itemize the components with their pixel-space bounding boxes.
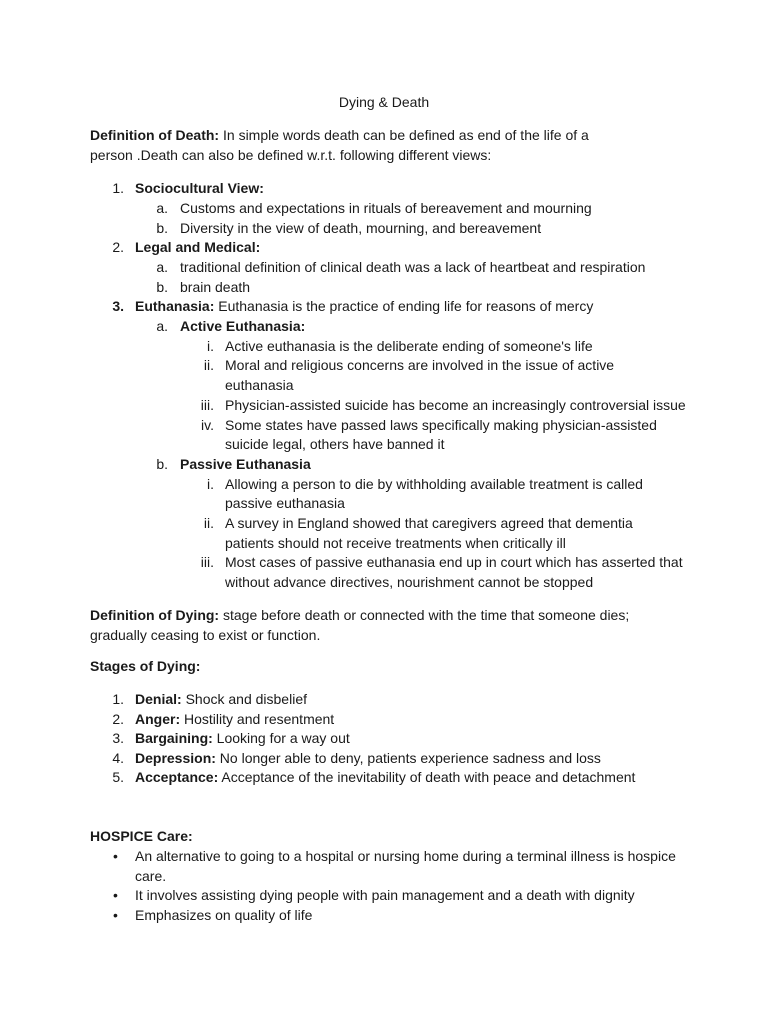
list-item: Customs and expectations in rituals of bereavement and mourning [180, 200, 592, 216]
view-label: Sociocultural View: [135, 180, 264, 196]
stage-label: Bargaining: [135, 730, 213, 746]
definition-text: stage before death or connected with the time that someone dies; [219, 607, 630, 623]
definition-of-death [90, 125, 690, 145]
list-item: Diversity in the view of death, mourning, and bereavement [180, 220, 542, 236]
definition-label: Definition of Death: [90, 127, 220, 143]
list-item-cont: patients should not receive treatments when critically ill [225, 535, 566, 551]
roman-marker: iii. [200, 554, 214, 570]
stage-text: Hostility and resentment [180, 711, 335, 727]
list-item-cont: without advance directives, nourishment cannot be stopped [225, 574, 594, 590]
view-heading [135, 296, 593, 316]
list-item-cont: euthanasia [225, 377, 294, 393]
sub-heading [180, 316, 305, 336]
list-item-cont: passive euthanasia [225, 495, 345, 511]
view-label: Euthanasia: [135, 298, 215, 314]
page-title: Dying & Death [338, 94, 430, 110]
list-item: Most cases of passive euthanasia end up in court which has asserted that [225, 554, 683, 570]
list-marker: 3. [112, 730, 124, 746]
stage-label: Acceptance: [135, 769, 219, 785]
list-marker: 1. [112, 180, 124, 196]
roman-marker: iii. [200, 397, 214, 413]
definition-of-dying [90, 605, 690, 625]
stage-label: Denial: [135, 691, 182, 707]
list-item-cont: care. [135, 868, 167, 884]
stages-heading: Stages of Dying: [90, 658, 201, 674]
view-heading [135, 178, 264, 198]
stage-item [135, 748, 601, 768]
definition-text: In simple words death can be defined as end of the life of a [219, 127, 589, 143]
roman-marker: ii. [203, 357, 214, 373]
list-item: Active euthanasia is the deliberate ending of someone's life [225, 338, 593, 354]
stage-label: Anger: [135, 711, 181, 727]
list-marker: 1. [112, 691, 124, 707]
stage-text: Looking for a way out [212, 730, 350, 746]
list-item: An alternative to going to a hospital or nursing home during a terminal illness is hospice [135, 848, 676, 864]
stage-text: No longer able to deny, patients experience sadness and loss [215, 750, 601, 766]
definition-of-dying-cont: gradually ceasing to exist or function. [90, 627, 321, 643]
list-marker: 3. [112, 298, 124, 314]
bullet-icon: • [113, 907, 118, 923]
stage-item [135, 689, 307, 709]
view-text: Euthanasia is the practice of ending life for reasons of mercy [214, 298, 594, 314]
stage-label: Depression: [135, 750, 216, 766]
list-item: Allowing a person to die by withholding available treatment is called [225, 476, 643, 492]
stage-item [135, 728, 350, 748]
definition-of-death-cont: person .Death can also be defined w.r.t. following different views: [90, 147, 492, 163]
list-item: Moral and religious concerns are involved in the issue of active [225, 357, 615, 373]
sub-marker: b. [156, 456, 168, 472]
sub-marker: b. [156, 220, 168, 236]
list-item: Some states have passed laws specifically making physician-assisted [225, 417, 657, 433]
view-label: Legal and Medical: [135, 239, 261, 255]
list-item: Emphasizes on quality of life [135, 907, 313, 923]
roman-marker: ii. [203, 515, 214, 531]
roman-marker: i. [207, 476, 214, 492]
list-marker: 5. [112, 769, 124, 785]
list-item: brain death [180, 279, 251, 295]
sub-marker: a. [156, 318, 168, 334]
stage-item [135, 709, 334, 729]
hospice-heading: HOSPICE Care: [90, 828, 193, 844]
sub-marker: a. [156, 200, 168, 216]
list-item: Physician-assisted suicide has become an increasingly controversial issue [225, 397, 686, 413]
definition-label: Definition of Dying: [90, 607, 220, 623]
stage-text: Acceptance of the inevitability of death with peace and detachment [218, 769, 636, 785]
sub-heading-label: Passive Euthanasia [180, 456, 311, 472]
list-item: traditional definition of clinical death was a lack of heartbeat and respiration [180, 259, 646, 275]
list-item-cont: suicide legal, others have banned it [225, 436, 445, 452]
sub-heading [180, 454, 311, 474]
stage-item [135, 767, 635, 787]
list-marker: 2. [112, 239, 124, 255]
bullet-icon: • [113, 887, 118, 903]
sub-heading-label: Active Euthanasia: [180, 318, 306, 334]
roman-marker: i. [207, 338, 214, 354]
sub-marker: b. [156, 279, 168, 295]
view-heading [135, 237, 260, 257]
bullet-icon: • [113, 848, 118, 864]
stage-text: Shock and disbelief [181, 691, 307, 707]
list-marker: 2. [112, 711, 124, 727]
roman-marker: iv. [201, 417, 214, 433]
sub-marker: a. [156, 259, 168, 275]
list-marker: 4. [112, 750, 124, 766]
list-item: It involves assisting dying people with pain management and a death with dignity [135, 887, 635, 903]
list-item: A survey in England showed that caregivers agreed that dementia [225, 515, 633, 531]
